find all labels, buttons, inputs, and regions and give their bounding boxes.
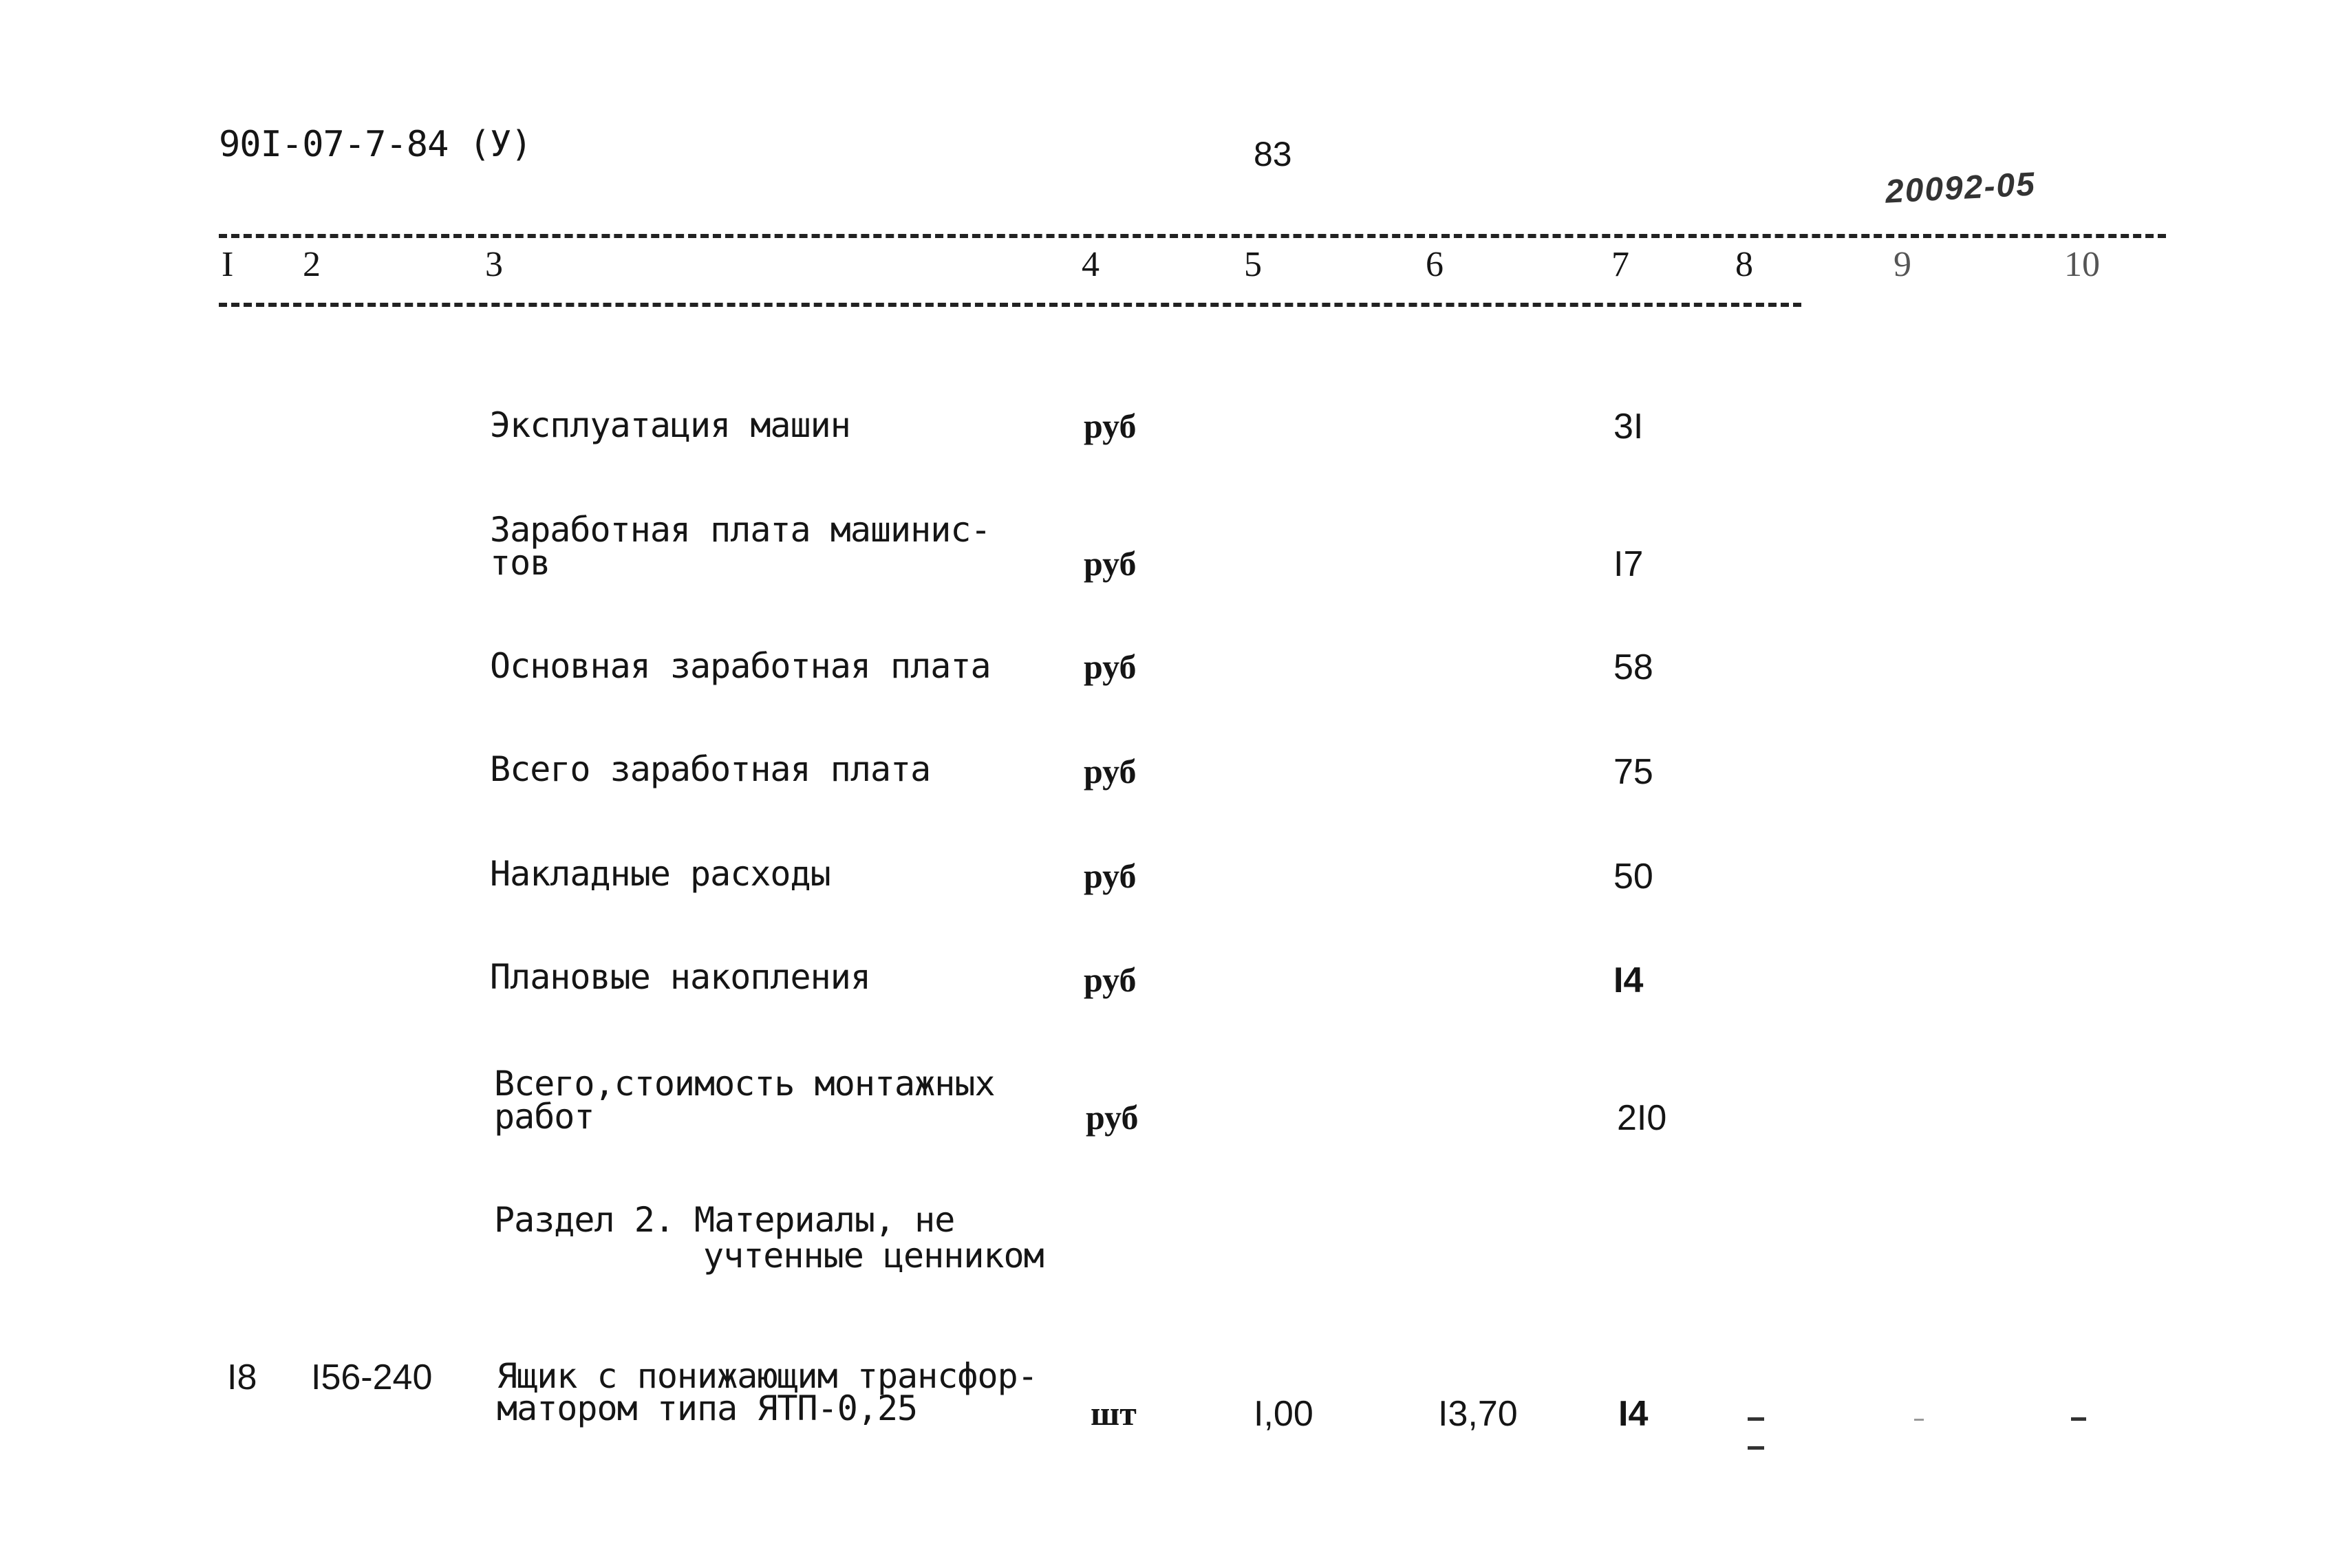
- archive-number: 20092-05: [1884, 166, 2037, 211]
- row-7-total: 2I0: [1617, 1098, 1667, 1138]
- column-number-10: 10: [2064, 245, 2100, 284]
- column-number-5: 5: [1244, 245, 1262, 284]
- row-5-unit: руб: [1084, 857, 1137, 895]
- row-2-unit: руб: [1084, 544, 1137, 583]
- row-1-unit: руб: [1084, 407, 1137, 445]
- row-6-total: I4: [1613, 960, 1644, 1000]
- item-name-line1: Ящик с понижающим трансфор-: [497, 1356, 1038, 1396]
- empty-dash-col9: [1914, 1419, 1924, 1421]
- item-total: I4: [1618, 1394, 1649, 1434]
- row-5-total: 50: [1613, 857, 1653, 896]
- row-4-total: 75: [1613, 752, 1653, 792]
- row-2-name-line1: Заработная плата машинис-: [490, 510, 991, 550]
- row-5-name: Накладные расходы: [490, 854, 830, 894]
- row-6-name: Плановые накопления: [490, 957, 870, 997]
- row-4-unit: руб: [1084, 752, 1137, 791]
- row-7-name-line1: Всего,стоимость монтажных: [494, 1064, 995, 1104]
- row-4-name: Всего заработная плата: [490, 749, 931, 789]
- item-quantity: I,00: [1254, 1394, 1313, 1434]
- empty-dash-col10: [2071, 1417, 2086, 1421]
- document-code: 90I-07-7-84 (У): [219, 124, 532, 165]
- row-7-name-line2: работ: [494, 1097, 594, 1137]
- item-code: I56-240: [311, 1357, 433, 1397]
- column-number-2: 2: [303, 245, 321, 284]
- row-3-unit: руб: [1084, 647, 1137, 686]
- column-number-3: 3: [485, 245, 503, 284]
- item-unit-price: I3,70: [1438, 1394, 1518, 1434]
- column-number-1: I: [222, 245, 234, 284]
- item-name-line2: матором типа ЯТП-0,25: [497, 1388, 918, 1428]
- item-number: I8: [227, 1357, 257, 1397]
- row-1-name: Эксплуатация машин: [490, 405, 850, 445]
- empty-dash-col8: [1748, 1417, 1764, 1421]
- item-unit: шт: [1091, 1394, 1137, 1432]
- page-number: 83: [1254, 135, 1292, 173]
- section-heading-line2: учтенные ценником: [703, 1236, 1044, 1276]
- row-6-unit: руб: [1084, 960, 1137, 999]
- section-heading-line1: Раздел 2. Материалы, не: [494, 1200, 955, 1240]
- empty-dash-col8-lower: [1748, 1446, 1764, 1450]
- column-number-6: 6: [1426, 245, 1444, 284]
- row-2-name-line2: тов: [490, 543, 550, 583]
- header-rule-top: [219, 234, 2166, 238]
- column-number-7: 7: [1611, 245, 1629, 284]
- row-3-total: 58: [1613, 647, 1653, 687]
- row-1-total: 3I: [1613, 407, 1644, 447]
- column-number-8: 8: [1735, 245, 1753, 284]
- row-3-name: Основная заработная плата: [490, 646, 991, 686]
- row-2-total: I7: [1613, 544, 1644, 584]
- row-7-unit: руб: [1086, 1098, 1139, 1137]
- column-number-9: 9: [1894, 245, 1911, 284]
- header-rule-bottom: [219, 303, 1801, 307]
- column-number-4: 4: [1082, 245, 1100, 284]
